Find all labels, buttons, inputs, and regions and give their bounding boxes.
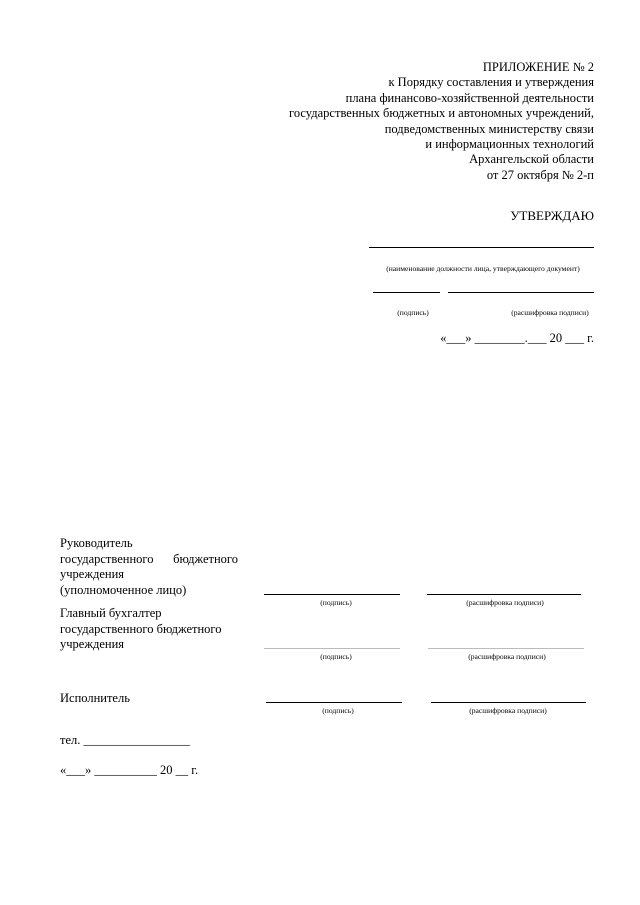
approve-title: УТВЕРЖДАЮ xyxy=(510,208,594,223)
appendix-header xyxy=(289,60,594,183)
position-caption: (наименование должности лица, утверждающего документ) xyxy=(386,264,580,273)
accountant-label-line: Главный бухгалтер xyxy=(60,606,162,620)
approval-decoding-caption: (расшифровка подписи) xyxy=(511,308,589,317)
accountant-label xyxy=(60,606,222,653)
appendix-line: плана финансово-хозяйственной деятельности xyxy=(345,90,594,105)
head-label xyxy=(60,536,238,598)
head-signature-line xyxy=(264,594,400,595)
appendix-line: подведомственных министерству связи xyxy=(384,121,594,136)
executor-signature-line xyxy=(266,702,402,703)
head-decoding-line xyxy=(427,594,581,595)
executor-label xyxy=(60,691,130,707)
approval-signature-line xyxy=(373,292,440,293)
accountant-label-line: учреждения xyxy=(60,637,125,652)
accountant-decoding-line xyxy=(428,648,584,649)
head-signature-caption: (подпись) xyxy=(320,598,352,607)
executor-decoding-line xyxy=(431,702,586,703)
appendix-line: и информационных технологий xyxy=(425,137,594,152)
appendix-line: государственных бюджетных и автономных учреждений, xyxy=(289,106,594,121)
appendix-line: Архангельской области xyxy=(469,152,594,167)
appendix-title: ПРИЛОЖЕНИЕ № 2 xyxy=(482,60,594,74)
head-label-line: Руководитель xyxy=(60,536,133,550)
appendix-line: к Порядку составления и утверждения xyxy=(388,75,594,90)
executor-decoding-caption: (расшифровка подписи) xyxy=(469,706,547,715)
approval-decoding-line xyxy=(448,292,594,293)
phone-line: тел. _________________ xyxy=(60,733,190,747)
head-label-line: учреждения xyxy=(60,567,125,582)
head-label-line: (уполномоченное лицо) xyxy=(60,582,187,597)
head-label-line: государственного бюджетного xyxy=(60,551,238,566)
footer-date: «___» __________ 20 __ г. xyxy=(60,763,199,777)
position-line xyxy=(369,247,594,248)
accountant-decoding-caption: (расшифровка подписи) xyxy=(468,652,546,661)
approval-date: «___» ________.___ 20 ___ г. xyxy=(440,331,594,345)
appendix-line: от 27 октября № 2-п xyxy=(486,167,594,182)
accountant-signature-line xyxy=(264,648,400,649)
accountant-signature-caption: (подпись) xyxy=(320,652,352,661)
head-decoding-caption: (расшифровка подписи) xyxy=(466,598,544,607)
approval-signature-caption: (подпись) xyxy=(397,308,429,317)
executor-label-text: Исполнитель xyxy=(60,691,130,705)
accountant-label-line: государственного бюджетного xyxy=(60,621,222,636)
executor-signature-caption: (подпись) xyxy=(322,706,354,715)
